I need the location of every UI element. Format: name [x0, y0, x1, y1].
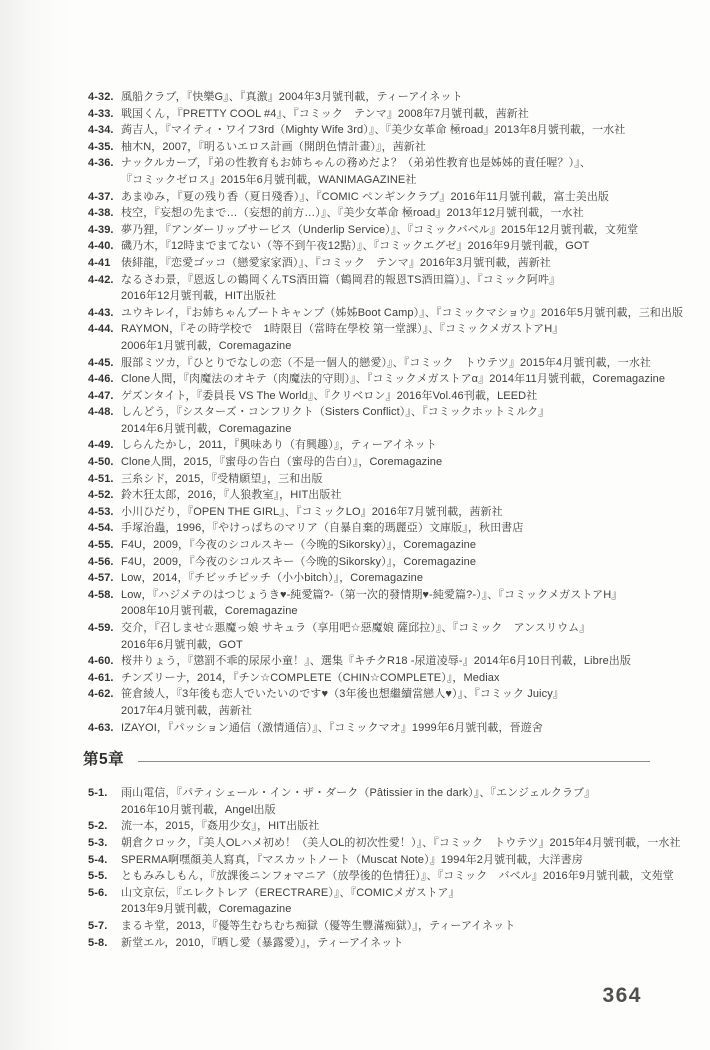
entry-number: 4-36.	[88, 157, 114, 170]
entry-number: 4-59.	[88, 622, 114, 634]
entry-line: 小川ひだり，『OPEN THE GIRL』、『コミックLO』2016年7月號刊載，茜新社	[121, 505, 503, 518]
entry-line: 山文京伝，『エレクトレア（ERECTRARE）』、『COMICメガストア』	[121, 886, 460, 899]
entry-text	[121, 852, 650, 869]
entry-line: 蒟吉人，『マイティ・ワイフ3rd（Mighty Wife 3rd）』、『美少女革命 極road』2013年8月號刊載，一水社	[121, 124, 626, 137]
entry-text	[121, 454, 650, 471]
entry-text	[121, 885, 650, 918]
entry-row	[88, 272, 650, 305]
entry-text	[121, 537, 650, 554]
reference-list	[83, 89, 684, 951]
entry-number: 4-56.	[88, 555, 114, 568]
entry-row	[88, 122, 650, 139]
entry-line: あまゆみ，『夏の残り香（夏日殘香）』、『COMIC ペンギンクラブ』2016年11月號刊載，富士美出版	[121, 190, 610, 203]
entry-text	[121, 122, 650, 139]
entry-row	[88, 89, 650, 106]
entry-continuation-line: 2017年4月號刊載，茜新社	[121, 704, 252, 717]
entry-continuation-line: 2016年6月號刊載，GOT	[121, 638, 243, 651]
entry-line: チンズリーナ，2014，『チン☆COMPLETE（CHIN☆COMPLETE）』，Mediax	[121, 671, 500, 684]
entry-row	[88, 471, 650, 488]
entry-text	[121, 255, 650, 272]
entry-row	[88, 885, 650, 918]
entry-line: F4U，2009，『今夜のシコルスキー（今晚的Sikorsky）』，Coremagazine	[121, 539, 477, 552]
entry-number: 4-38.	[88, 207, 114, 220]
entry-line: F4U，2009，『今夜のシコルスキー（今晚的Sikorsky）』，Coremagazine	[121, 555, 477, 568]
entry-text	[121, 205, 650, 222]
entry-row	[88, 205, 650, 222]
entry-line: 新堂エル，2010，『晒し愛（暴露愛）』，ティーアイネット	[121, 936, 404, 949]
entry-row	[88, 868, 674, 885]
entry-number: 4-43.	[88, 306, 114, 319]
entry-text	[121, 554, 650, 571]
entry-line: 夢乃狸，『アンダーリップサービス（Underlip Service）』、『コミックバベル』2015年12月號刊載，文苑堂	[121, 223, 639, 236]
entry-row	[88, 106, 650, 123]
entry-row	[88, 570, 650, 587]
entry-row	[88, 454, 650, 471]
entry-number: 4-63.	[88, 721, 114, 734]
entry-text	[121, 437, 650, 454]
entry-line: ゲズンタイト，『委員長 VS The World』、『クリベロン』2016年Vol.46刊載，LEED社	[121, 389, 538, 402]
entry-line: 鈴木狂太郎，2016，『人狼教室』，HIT出版社	[121, 489, 342, 502]
entry-line: 三糸シド，2015，『受精願望』，三和出版	[121, 472, 323, 485]
entry-text	[121, 89, 650, 106]
entry-number: 4-35.	[88, 140, 114, 153]
entry-line: 桜井りょう，『懲罰不乖的尿尿小童！』、選集『キチクR18 -尿道凌辱-』2014年6月10日刊載，Libre出版	[121, 655, 632, 668]
entry-row	[88, 520, 650, 537]
entry-line: 俵緋龍，『恋愛ゴッコ（戀愛家家酒）』、『コミック テンマ』2016年3月號刊載，茜新社	[121, 256, 551, 269]
entry-number: 4-34.	[88, 124, 114, 137]
entry-number: 4-55.	[88, 539, 114, 552]
entry-text	[121, 388, 650, 405]
entry-row	[88, 785, 650, 818]
page-number: 364	[602, 984, 642, 1007]
entry-line: Clone人間，2015，『蜜母の告白（蜜母的告白）』，Coremagazine	[121, 456, 443, 469]
entry-text	[121, 305, 683, 322]
entry-number: 4-54.	[88, 522, 114, 535]
entry-number: 5-3.	[88, 836, 108, 849]
entry-number: 4-41	[88, 256, 111, 269]
entry-text	[121, 587, 650, 620]
entry-line: 戦国くん，『PRETTY COOL #4』、『コミック テンマ』2008年7月號刊載，茜新社	[121, 107, 529, 120]
entry-row	[88, 935, 650, 952]
entry-text	[121, 471, 650, 488]
entry-line: 交介，『召しませ☆悪魔っ娘 サキュラ（享用吧☆惡魔娘 薩邱拉）』、『コミック アンスリウム』	[121, 622, 591, 634]
entry-line: 服部ミツカ，『ひとりでなしの恋（不是一個人的戀愛）』、『コミック トウテツ』2015年4月號刊載，一水社	[121, 356, 652, 369]
entry-row	[88, 321, 650, 354]
entry-continuation-line: 2008年10月號刊載，Coremagazine	[121, 605, 298, 618]
entry-line: ユウキレイ，『お姉ちゃんブートキャンプ（姊姊Boot Camp）』、『コミックマショウ』2016年5月號刊載，三和出版	[121, 306, 684, 319]
entry-continuation-line: 2014年6月號刊載，Coremagazine	[121, 422, 292, 435]
entry-line: Low，『ハジメテのはつじょうき♥-純愛篇?-（第一次的發情期♥-純愛篇?-）』、『コミックメガストアH』	[121, 588, 623, 601]
entry-row	[88, 437, 650, 454]
entry-number: 4-60.	[88, 655, 114, 668]
entry-number: 4-47.	[88, 389, 114, 402]
entry-text	[121, 785, 650, 818]
entry-line: 風船クラブ，『快樂G』、『真激』2004年3月號刊載，ティーアイネット	[121, 91, 463, 103]
entry-row	[88, 504, 650, 521]
entry-row	[88, 487, 650, 504]
chapter-rule	[138, 761, 650, 762]
entry-text	[121, 868, 674, 885]
entry-number: 4-52.	[88, 489, 114, 502]
entry-row	[88, 537, 650, 554]
entry-text	[121, 272, 650, 305]
entry-number: 4-58.	[88, 588, 114, 601]
entry-row	[88, 554, 650, 571]
entry-text	[121, 321, 650, 354]
entry-number: 4-46.	[88, 373, 114, 386]
entry-continuation-line: 『コミックゼロス』2015年6月號刊載，WANIMAGAZINE社	[121, 173, 417, 186]
entry-line: 流一本，2015，『姦用少女』，HIT出版社	[121, 820, 320, 833]
entry-row	[88, 835, 681, 852]
entry-row	[88, 686, 650, 719]
entry-text	[121, 487, 650, 504]
entry-text	[121, 620, 650, 653]
entry-row	[88, 404, 650, 437]
chapter-heading: 第5章	[83, 751, 125, 769]
entry-text	[121, 835, 681, 852]
entry-row	[88, 155, 650, 188]
entry-row	[88, 189, 650, 206]
entry-number: 4-61.	[88, 671, 114, 684]
entry-text	[121, 670, 650, 687]
entry-line: 笹倉綾人，『3年後も恋人でいたいのです♥（3年後也想繼續當戀人♥）』、『コミック Juicy』	[121, 688, 564, 701]
chapter-heading-row	[83, 750, 650, 770]
entry-row	[88, 388, 650, 405]
entry-row	[88, 355, 650, 372]
entry-row	[88, 670, 650, 687]
entry-row	[88, 918, 650, 935]
entry-row	[88, 818, 650, 835]
entry-line: 磯乃木，『12時までまてない（等不到午夜12點）』、『コミックエグゼ』2016年9月號刊載，GOT	[121, 240, 590, 253]
entry-number: 4-50.	[88, 456, 114, 469]
entry-continuation-line: 2016年12月號刊載，HIT出版社	[121, 290, 277, 303]
entry-text	[121, 520, 650, 537]
entry-text	[121, 222, 650, 239]
entry-text	[121, 570, 650, 587]
entry-line: 枝空，『妄想の先まで…（妄想的前方…）』、『美少女革命 極road』2013年12月號刊載，一水社	[121, 207, 584, 220]
entry-number: 5-4.	[88, 853, 108, 866]
entry-number: 4-57.	[88, 572, 114, 585]
entry-row	[88, 852, 650, 869]
entry-number: 5-7.	[88, 919, 108, 932]
entry-row	[88, 222, 650, 239]
entry-continuation-line: 2016年10月號刊載，Angel出版	[121, 803, 276, 816]
entry-row	[88, 653, 650, 670]
entry-number: 5-1.	[88, 787, 108, 800]
entry-row	[88, 620, 650, 653]
entry-row	[88, 371, 666, 388]
entry-number: 4-40.	[88, 240, 114, 253]
entry-number: 4-45.	[88, 356, 114, 369]
entry-line: しらんたかし，2011，『興味あり（有興趣）』，ティーアイネット	[121, 439, 437, 452]
entry-number: 4-37.	[88, 190, 114, 203]
entry-number: 5-6.	[88, 886, 108, 899]
entry-line: 雨山電信，『パティシェール・イン・ザ・ダーク（Pâtissier in the dark）』、『エンジェルクラブ』	[121, 787, 596, 800]
entry-line: ともみみしもん，『放課後ニンフォマニア（放學後的色情狂）』、『コミック バベル』2016年9月號刊載，文苑堂	[121, 870, 674, 883]
entry-line: IZAYOI，『パッション通信（激情通信）』、『コミックマオ』1999年6月號刊載，晉遊舍	[121, 721, 543, 734]
entry-line: Low，2014，『チビッチビッチ（小小bitch）』，Coremagazine	[121, 572, 424, 585]
entry-text	[121, 686, 650, 719]
entry-line: 朝倉クロック，『美人OLハメ初め！（美人OL的初次性愛！）』、『コミック トウテツ』2015年4月號刊載，一水社	[121, 836, 681, 849]
entry-line: ナックルカーブ，『弟の性教育もお姉ちゃんの務めだよ？（弟弟性教育也是姊姊的責任喔？）』、	[121, 157, 591, 170]
entry-text	[121, 155, 650, 188]
entry-text	[121, 653, 650, 670]
entry-text	[121, 504, 650, 521]
entry-text	[121, 238, 650, 255]
entry-text	[121, 371, 665, 388]
entry-text	[121, 139, 650, 156]
entry-line: 柚木N，2007，『明るいエロス計画（開朗色情計畫）』，茜新社	[121, 140, 427, 153]
entry-text	[121, 404, 650, 437]
entry-text	[121, 189, 650, 206]
entry-number: 4-32.	[88, 91, 114, 103]
entry-line: RAYMON，『その時学校で 1時限目（當時在學校 第一堂課）』、『コミックメガストアH』	[121, 323, 564, 336]
entry-number: 5-8.	[88, 936, 108, 949]
entry-number: 4-53.	[88, 505, 114, 518]
entry-number: 4-39.	[88, 223, 114, 236]
entry-number: 4-42.	[88, 273, 114, 286]
entry-line: 手塚治蟲，1996，『やけっぱちのマリア（自暴自棄的瑪麗亞）文庫版』，秋田書店	[121, 522, 524, 535]
entry-number: 4-62.	[88, 688, 114, 701]
entry-text	[121, 935, 650, 952]
entry-number: 4-51.	[88, 472, 114, 485]
entry-line: Clone人間，『肉魔法のオキテ（肉魔法的守則）』、『コミックメガストアα』2014年11月號刊載，Coremagazine	[121, 373, 666, 386]
entry-row	[88, 720, 650, 737]
entry-continuation-line: 2006年1月號刊載，Coremagazine	[121, 339, 292, 352]
entry-line: まるキ堂，2013，『優等生むちむち痴獄（優等生豐滿痴獄）』，ティーアイネット	[121, 919, 516, 932]
entry-text	[121, 355, 651, 372]
entry-row	[88, 139, 650, 156]
entry-number: 4-33.	[88, 107, 114, 120]
entry-text	[121, 106, 650, 123]
entry-continuation-line: 2013年9月號刊載，Coremagazine	[121, 903, 292, 916]
entry-number: 5-2.	[88, 820, 108, 833]
entry-text	[121, 918, 650, 935]
entry-text	[121, 720, 650, 737]
entry-line: SPERMA啊嘿顏美人寫真，『マスカットノート（Muscat Note）』1994年2月號刊載，大洋書房	[121, 853, 583, 866]
entry-number: 4-49.	[88, 439, 114, 452]
entry-number: 4-48.	[88, 406, 114, 419]
entry-line: しんどう，『シスターズ・コンフリクト（Sisters Conflict）』、『コミックホットミルク』	[121, 406, 550, 419]
entry-line: なるさわ景，『恩返しの鶴岡くんTS酒田篇（鶴岡君的報恩TS酒田篇）』、『コミック阿吽』	[121, 273, 561, 286]
entry-text	[121, 818, 650, 835]
entry-row	[88, 587, 650, 620]
entry-row	[88, 305, 684, 322]
entry-number: 5-5.	[88, 870, 108, 883]
entry-row	[88, 255, 650, 272]
entry-number: 4-44.	[88, 323, 114, 336]
entry-row	[88, 238, 650, 255]
